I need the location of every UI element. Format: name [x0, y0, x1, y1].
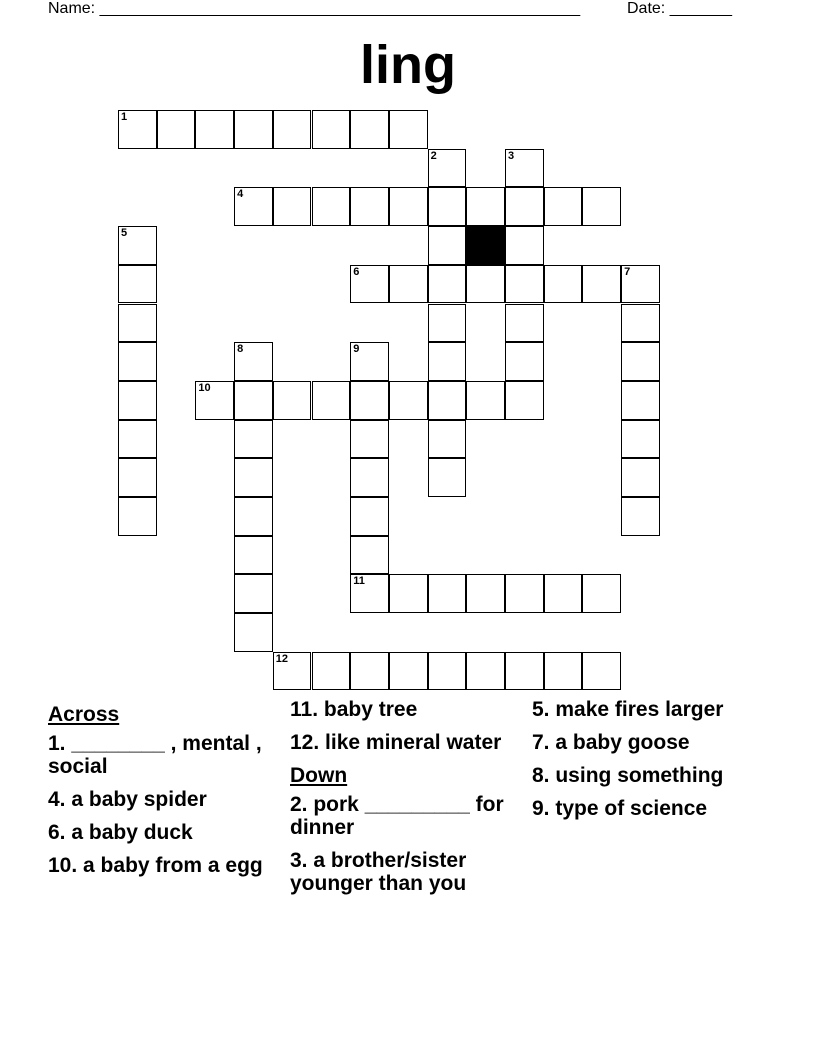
clue	[290, 731, 522, 754]
clue-num: 1.	[48, 732, 66, 755]
grid-cell[interactable]	[350, 420, 389, 459]
clue-number: 2	[430, 149, 437, 162]
grid-cell[interactable]	[389, 110, 428, 149]
clue	[532, 731, 764, 754]
grid-cell[interactable]	[428, 265, 467, 304]
grid-cell[interactable]	[273, 110, 312, 149]
grid-cell[interactable]	[118, 342, 157, 381]
grid-cell[interactable]	[428, 304, 467, 343]
grid-cell[interactable]	[389, 381, 428, 420]
black-cell	[466, 226, 505, 265]
grid-cell[interactable]	[118, 458, 157, 497]
grid-cell[interactable]	[350, 536, 389, 575]
grid-cell[interactable]	[350, 652, 389, 691]
grid-cell[interactable]	[350, 497, 389, 536]
clue-number: 1	[121, 111, 128, 123]
grid-cell[interactable]	[582, 574, 621, 613]
clue-text: a baby from a egg	[83, 854, 263, 877]
grid-cell[interactable]	[428, 420, 467, 459]
puzzle-title: ling	[360, 35, 456, 95]
clue-num: 2.	[290, 793, 308, 816]
grid-cell[interactable]	[118, 420, 157, 459]
grid-cell[interactable]	[389, 265, 428, 304]
clue-num: 6.	[48, 821, 66, 844]
grid-cell[interactable]	[350, 187, 389, 226]
clue-text: a baby goose	[555, 731, 690, 754]
grid-cell[interactable]	[428, 342, 467, 381]
clue-num: 10.	[48, 854, 78, 877]
clue	[290, 698, 522, 721]
clue-number: 3	[508, 149, 515, 162]
grid-cell[interactable]	[582, 265, 621, 304]
clue-column-2	[290, 698, 522, 905]
grid-cell[interactable]	[312, 652, 351, 691]
grid-cell[interactable]	[234, 574, 273, 613]
grid-cell[interactable]	[582, 652, 621, 691]
clue-num: 3.	[290, 849, 308, 872]
clue-number: 5	[121, 227, 128, 240]
clue-text: a brother/sister younger than you	[290, 849, 467, 895]
clue	[48, 788, 280, 811]
grid-cell[interactable]	[621, 381, 660, 420]
grid-cell[interactable]	[505, 149, 544, 188]
grid-cell[interactable]	[234, 497, 273, 536]
clue	[532, 797, 764, 820]
clue-text: baby tree	[323, 698, 418, 721]
grid-cell[interactable]	[428, 187, 467, 226]
grid-cell[interactable]	[273, 652, 312, 691]
grid-cell[interactable]	[234, 613, 273, 652]
grid-cell[interactable]	[621, 304, 660, 343]
grid-cell[interactable]	[505, 265, 544, 304]
grid-cell[interactable]	[234, 420, 273, 459]
clue-number: 4	[237, 188, 244, 201]
clue-num: 5.	[532, 698, 550, 721]
grid-cell[interactable]	[505, 652, 544, 691]
grid-cell[interactable]	[157, 110, 196, 149]
grid-cell[interactable]	[195, 381, 234, 420]
grid-cell[interactable]	[544, 652, 583, 691]
grid-cell[interactable]	[350, 381, 389, 420]
grid-cell[interactable]	[312, 187, 351, 226]
clue-num: 8.	[532, 764, 550, 787]
clue	[532, 764, 764, 787]
grid-cell[interactable]	[505, 574, 544, 613]
clue-number: 10	[198, 381, 211, 394]
grid-cell[interactable]	[273, 381, 312, 420]
name-line: Name: ______________________________________________________	[48, 0, 581, 17]
grid-cell[interactable]	[350, 265, 389, 304]
grid-cell[interactable]	[428, 226, 467, 265]
grid-cell[interactable]	[234, 536, 273, 575]
clue-text: pork _________ for dinner	[290, 793, 504, 839]
clue-number: 12	[275, 652, 289, 665]
grid-cell[interactable]	[544, 574, 583, 613]
clue-num: 7.	[532, 731, 550, 754]
grid-cell[interactable]	[350, 574, 389, 613]
grid-cell[interactable]	[389, 574, 428, 613]
grid-cell[interactable]	[582, 187, 621, 226]
down-heading: Down	[290, 764, 348, 787]
grid-cell[interactable]	[273, 187, 312, 226]
grid-cell[interactable]	[505, 226, 544, 265]
grid-cell[interactable]	[544, 187, 583, 226]
grid-cell[interactable]	[195, 110, 234, 149]
clue	[532, 698, 764, 721]
clue-num: 12.	[290, 731, 320, 754]
grid-cell[interactable]	[350, 110, 389, 149]
clue-text: a baby spider	[71, 788, 207, 811]
date-line: Date: _______	[627, 0, 732, 17]
grid-cell[interactable]	[428, 381, 467, 420]
clue-num: 11.	[290, 698, 319, 721]
grid-cell[interactable]	[389, 652, 428, 691]
grid-cell[interactable]	[118, 497, 157, 536]
grid-cell[interactable]	[234, 458, 273, 497]
grid-cell[interactable]	[350, 458, 389, 497]
clue	[290, 793, 522, 839]
clue-column-3	[532, 698, 764, 830]
grid-cell[interactable]	[621, 458, 660, 497]
grid-cell[interactable]	[118, 226, 157, 265]
grid-cell[interactable]	[312, 110, 351, 149]
clue-number: 8	[237, 343, 244, 356]
grid-cell[interactable]	[428, 574, 467, 613]
grid-cell[interactable]	[234, 381, 273, 420]
grid-cell[interactable]	[118, 110, 157, 149]
clue-text: type of science	[555, 797, 708, 820]
grid-cell[interactable]	[505, 187, 544, 226]
grid-cell[interactable]	[621, 265, 660, 304]
clue-text: make fires larger	[555, 698, 724, 721]
clue	[290, 849, 522, 895]
grid-cell[interactable]	[428, 149, 467, 188]
grid-cell[interactable]	[234, 110, 273, 149]
clue-text: using something	[555, 764, 724, 787]
clue-number: 6	[353, 265, 360, 278]
grid-cell[interactable]	[466, 265, 505, 304]
grid-cell[interactable]	[505, 304, 544, 343]
grid-cell[interactable]	[350, 342, 389, 381]
grid-cell[interactable]	[466, 574, 505, 613]
clue-text: ________ , mental , social	[48, 732, 262, 778]
clue-num: 4.	[48, 788, 66, 811]
grid-cell[interactable]	[466, 187, 505, 226]
grid-cell[interactable]	[505, 381, 544, 420]
clue-num: 9.	[532, 797, 550, 820]
grid-cell[interactable]	[466, 381, 505, 420]
clue-number: 7	[624, 265, 631, 278]
clue-number: 11	[353, 575, 365, 588]
grid-cell[interactable]	[234, 342, 273, 381]
clue-text: like mineral water	[325, 731, 502, 754]
clue-number: 9	[353, 343, 360, 356]
clue	[48, 821, 280, 844]
grid-cell[interactable]	[118, 381, 157, 420]
clue	[48, 854, 280, 877]
grid-cell[interactable]	[118, 304, 157, 343]
grid-cell[interactable]	[428, 458, 467, 497]
clue-text: a baby duck	[71, 821, 193, 844]
grid-cell[interactable]	[234, 187, 273, 226]
grid-cell[interactable]	[466, 652, 505, 691]
grid-cell[interactable]	[544, 265, 583, 304]
grid-cell[interactable]	[621, 342, 660, 381]
grid-cell[interactable]	[312, 381, 351, 420]
grid-cell[interactable]	[428, 652, 467, 691]
clue	[48, 732, 280, 778]
across-heading: Across	[48, 703, 120, 726]
grid-cell[interactable]	[505, 342, 544, 381]
clue-column-1	[48, 698, 280, 887]
grid-cell[interactable]	[621, 420, 660, 459]
grid-cell[interactable]	[118, 265, 157, 304]
grid-cell[interactable]	[621, 497, 660, 536]
grid-cell[interactable]	[389, 187, 428, 226]
